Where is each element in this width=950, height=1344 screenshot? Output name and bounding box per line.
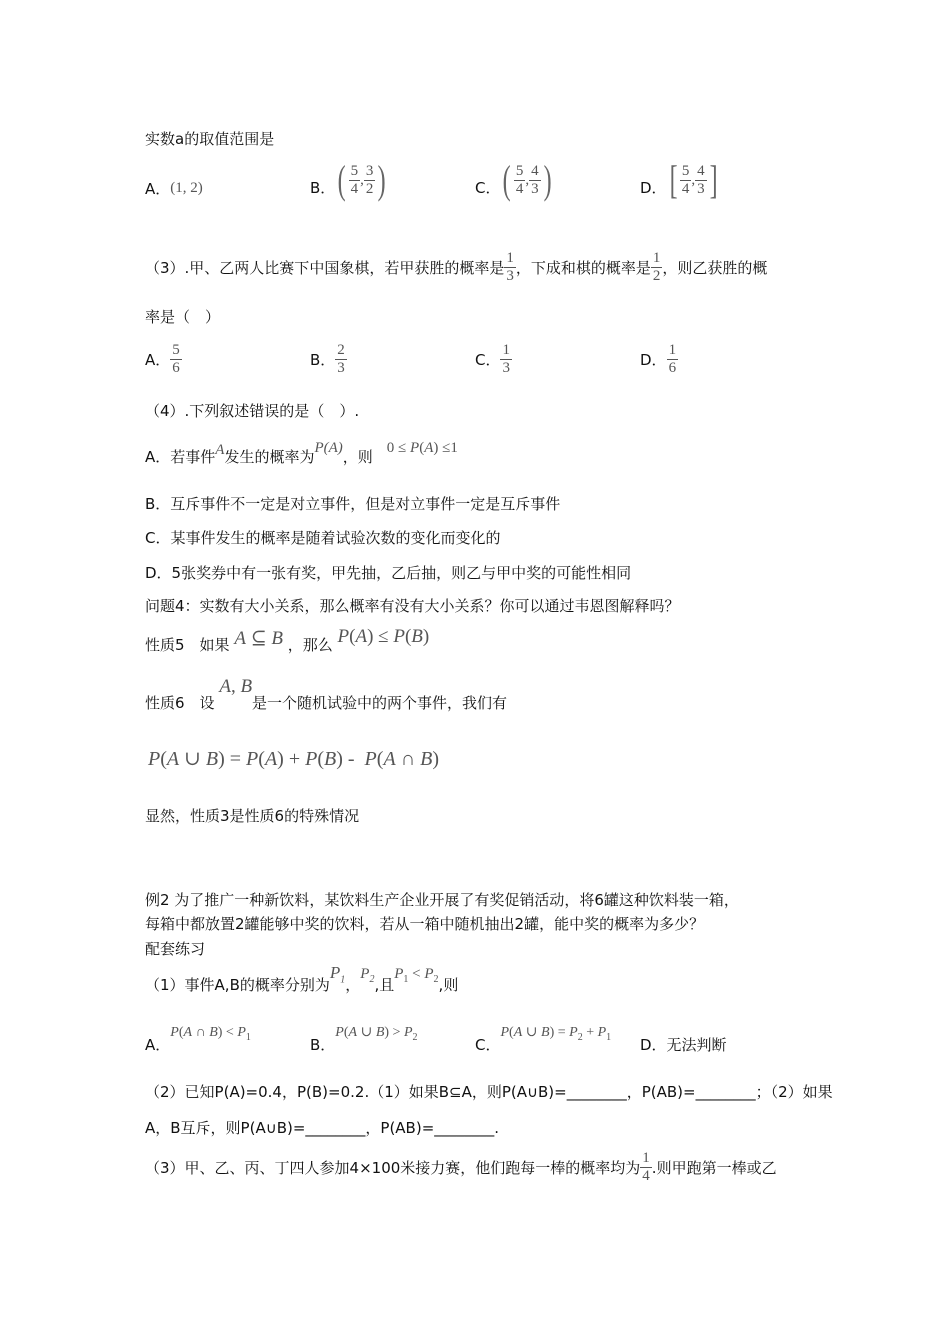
q2-option-c: C． ( $\frac{5}{4}$ , $\frac{4}{3}$ ) xyxy=(475,160,554,200)
exercise-1-option-c: C．P(A ∪ $B) = P_2 + P_1$ xyxy=(475,1025,612,1054)
q3-option-b: B． $\frac{2}{3}$ xyxy=(310,342,345,376)
q3-stem: （3）.甲、乙两人比赛下中国象棋，若甲获胜的概率是 $\frac{1}{3}$ ，下成和棋的概率是 $\frac{1}{2}$ ，则乙获胜的概 xyxy=(145,250,768,284)
interval-d: [ $\frac{5}{4}$ , $\frac{4}{3}$ ] xyxy=(669,157,718,202)
q3-option-d: D． $\frac{1}{6}$ xyxy=(640,342,677,376)
addition-formula: P(A ∪ B) = P(A) + P(B) - P(A ∩ B) xyxy=(148,748,439,770)
q2-option-d: D． [ $\frac{5}{4}$ , $\frac{4}{3}$ ] xyxy=(640,160,720,200)
q3-stem-cont: 率是（ ） xyxy=(145,308,221,326)
q2-option-b: B． ( $\frac{5}{4}$ , $\frac{3}{2}$ ) xyxy=(310,160,389,200)
fraction-one-quarter: $\frac{1}{4}$ xyxy=(642,1150,650,1184)
property-5: 性质5 如果 A ⊆ B ，那么 P(A) ≤ P(B) xyxy=(145,626,430,654)
example-2-line-2: 每箱中都放置2罐能够中奖的饮料，若从一箱中随机抽出2罐，能中奖的概率为多少？ xyxy=(145,915,705,933)
q3-option-a: A． $\frac{5}{6}$ xyxy=(145,342,180,376)
interval-b: ( $\frac{5}{4}$ , $\frac{3}{2}$ ) xyxy=(337,157,387,202)
exercise-2-line-1: （2）已知P(A)=0.4，P(B)=0.2.（1）如果B⊆A，则P(A∪B)=________，P(AB)=________；（2）如果 xyxy=(145,1083,833,1101)
exercise-1-option-a: A．P(A ∩ $B) < P_1$ xyxy=(145,1025,251,1054)
q4-option-b: B．互斥事件不一定是对立事件，但是对立事件一定是互斥事件 xyxy=(145,495,561,513)
property-6: 性质6 设 A, B是一个随机试验中的两个事件，我们有 xyxy=(145,676,508,712)
q4-option-c: C．某事件发生的概率是随着试验次数的变化而变化的 xyxy=(145,529,501,547)
fraction-one-third: $\frac{1}{3}$ xyxy=(506,250,514,284)
exercise-1-option-d: D．无法判断 xyxy=(640,1036,727,1054)
practice-heading: 配套练习 xyxy=(145,940,206,958)
q4-stem: （4）.下列叙述错误的是（ ）. xyxy=(145,402,360,420)
exercise-2-line-2: A，B互斥，则P(A∪B)=________，P(AB)=________. xyxy=(145,1119,500,1137)
q3-option-c: C． $\frac{1}{3}$ xyxy=(475,342,510,376)
exercise-1-stem: （1）事件A,B的概率分别为$P_1$，$P_2$,且$P_1 < P_2$,则 xyxy=(145,963,459,994)
remark: 显然，性质3是性质6的特殊情况 xyxy=(145,807,360,825)
exercise-3-stem: （3）甲、乙、丙、丁四人参加4×100米接力赛，他们跑每一棒的概率均为 $\frac{1}{4}$ .则甲跑第一棒或乙 xyxy=(145,1150,777,1184)
q2-option-a: A． (1, 2) xyxy=(145,180,203,198)
problem-4: 问题4：实数有大小关系，那么概率有没有大小关系？你可以通过韦恩图解释吗？ xyxy=(145,597,680,615)
q4-option-a: A．若事件A发生的概率为P(A)，则 0 ≤ P(A) ≤1 xyxy=(145,440,458,466)
interval-c: ( $\frac{5}{4}$ , $\frac{4}{3}$ ) xyxy=(503,157,552,202)
q2-stem: 实数a的取值范围是 xyxy=(145,130,275,148)
example-2-line-1: 例2 为了推广一种新饮料，某饮料生产企业开展了有奖促销活动，将6罐这种饮料装一箱， xyxy=(145,891,739,909)
fraction-one-half: $\frac{1}{2}$ xyxy=(652,250,661,284)
q4-option-d: D．5张奖券中有一张有奖，甲先抽，乙后抽，则乙与甲中奖的可能性相同 xyxy=(145,564,632,582)
exercise-1-option-b: B．P(A ∪ $B) > P_2$ xyxy=(310,1025,418,1054)
